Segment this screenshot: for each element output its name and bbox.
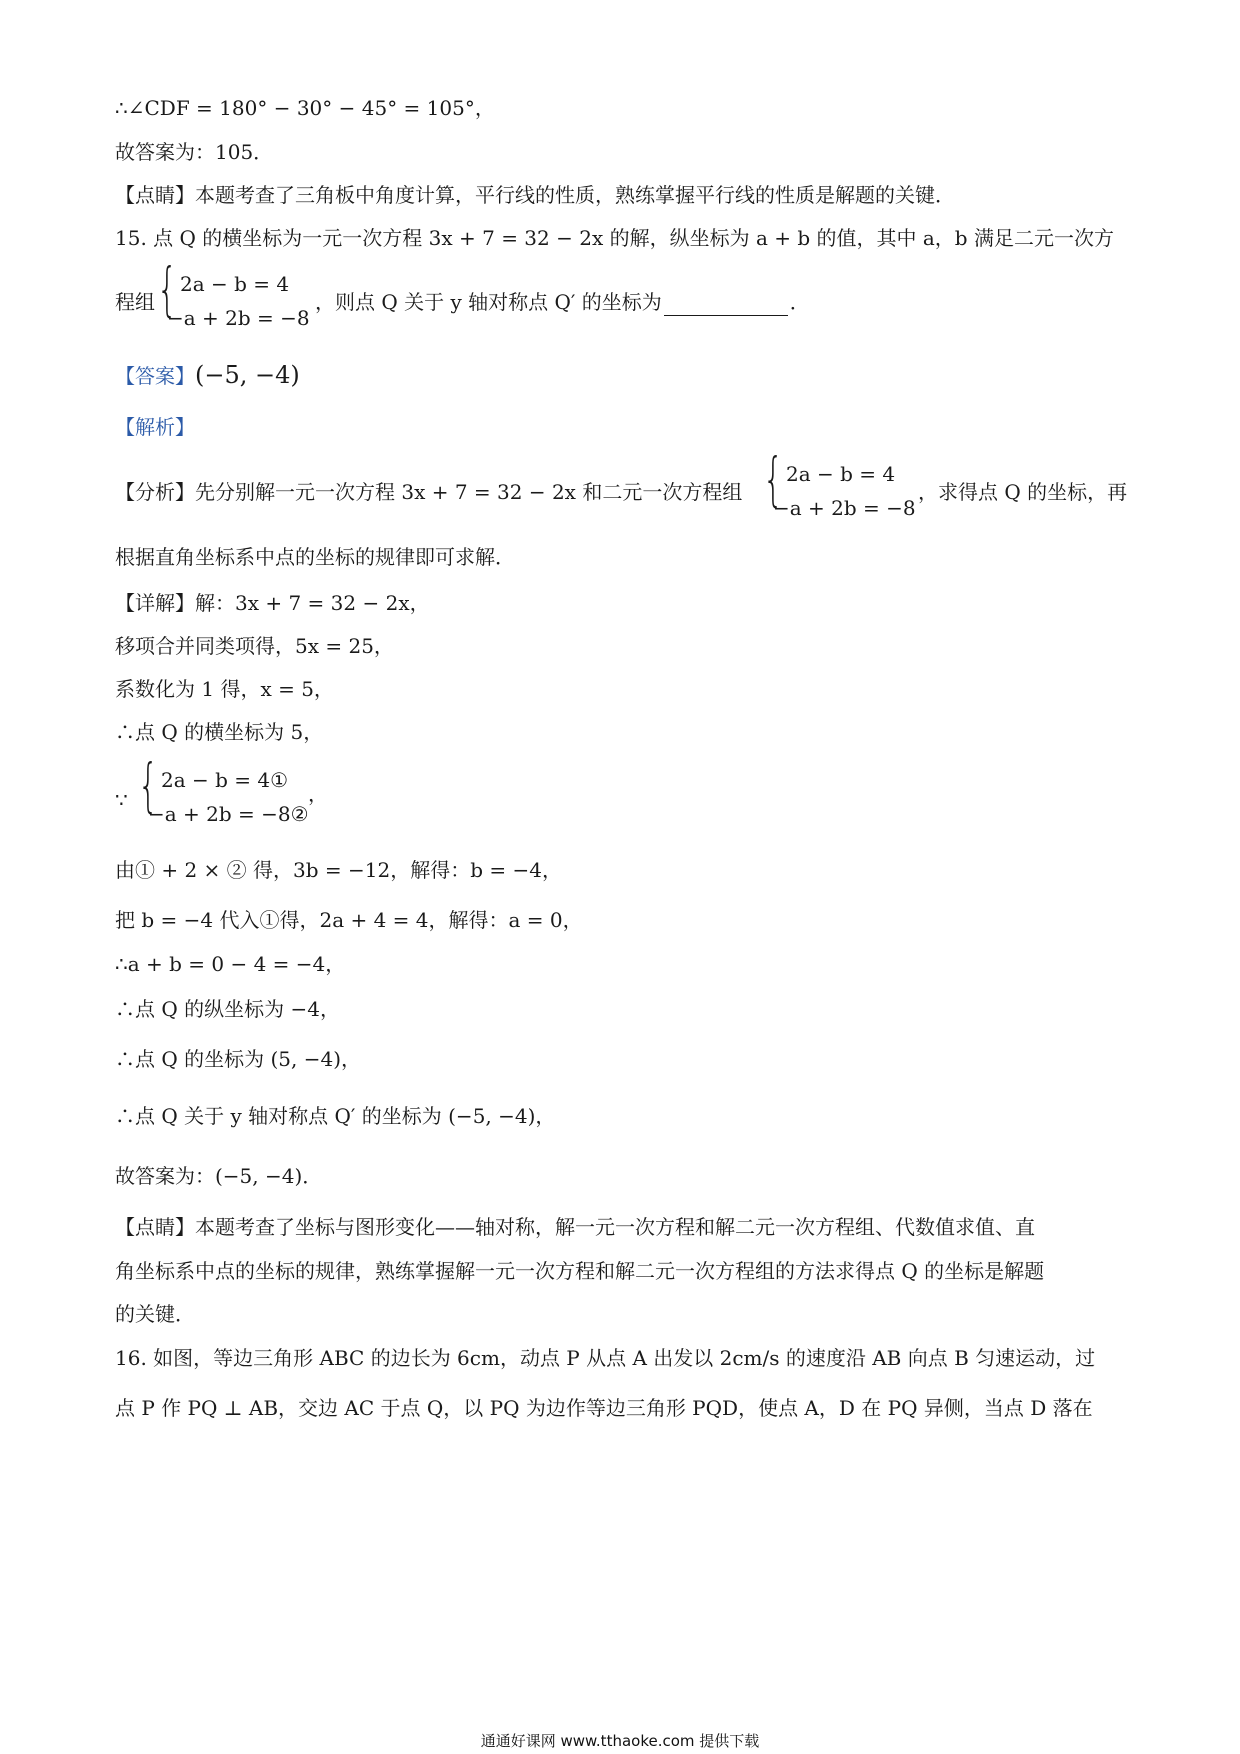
detail-line9: ∴点 Q 的坐标为 (5, −4)， [115,1047,361,1071]
question-16-line2: 点 P 作 PQ ⊥ AB，交边 AC 于点 Q，以 PQ 为边作等边三角形 PQD，使点 A，D 在 PQ 异侧，当点 D 落在 [115,1396,1093,1420]
question-15-line1: 15. 点 Q 的横坐标为一元一次方程 3x + 7 = 32 − 2x 的解，纵坐标为 a + b 的值，其中 a，b 满足二元一次方 [115,226,1114,250]
question-16-line1: 16. 如图，等边三角形 ABC 的边长为 6cm，动点 P 从点 A 出发以 2cm/s 的速度沿 AB 向点 B 匀速运动，过 [115,1346,1096,1370]
system-eq1: 2a − b = 4 [180,272,290,296]
fenxi-eq2: −a + 2b = −8 [773,496,916,520]
fenxi-eq1: 2a − b = 4 [786,462,896,486]
question-15-end: ． [789,290,810,314]
fenxi-system [763,445,923,522]
system-eq2: −a + 2b = −8 [167,306,310,330]
because-system [138,751,318,828]
because-eq2: −a + 2b = −8② [148,802,309,826]
because-comma: ， [308,782,328,806]
detail-line2: 移项合并同类项得，5x = 25， [115,634,394,658]
line-answer-105: 故答案为：105． [115,140,274,164]
detail-line6: 把 b = −4 代入①得，2a + 4 = 4，解得：a = 0， [115,908,583,932]
question-15-suffix-text: ，则点 Q 关于 y 轴对称点 Q′ 的坐标为 [315,290,662,314]
fenxi-suffix: ，求得点 Q 的坐标，再 [918,480,1128,504]
question-15-system [157,255,317,332]
detail-line4: ∴点 Q 的横坐标为 5， [115,720,324,744]
detail-line10: ∴点 Q 关于 y 轴对称点 Q′ 的坐标为 (−5, −4)， [115,1104,556,1128]
question-15-prefix: 程组 [115,290,155,314]
page-footer: 通通好课网 www.tthaoke.com 提供下载 [480,1732,760,1750]
detail-line1: 【详解】解：3x + 7 = 32 − 2x， [115,591,430,615]
answer-tag: 【答案】 [115,364,195,388]
detail-line7: ∴a + b = 0 − 4 = −4， [115,952,346,976]
brace-icon: { [157,255,178,323]
line-angle-cdf: ∴∠CDF = 180° − 30° − 45° = 105°， [115,96,495,120]
dianjing-15-line2: 角坐标系中点的坐标的规律，熟练掌握解一元一次方程和解二元一次方程组的方法求得点 Q 的坐标是解题 [115,1259,1045,1283]
because-eq1: 2a − b = 4① [161,768,289,792]
detail-line5: 由① + 2 × ② 得，3b = −12，解得：b = −4， [115,858,562,882]
dianjing-15-line1: 【点睛】本题考查了坐标与图形变化——轴对称，解一元一次方程和解二元一次方程组、代数值求值、直 [115,1215,1035,1239]
question-15-suffix [315,288,810,316]
brace-icon: { [763,445,784,513]
detail-line8: ∴点 Q 的纵坐标为 −4， [115,997,340,1021]
analysis-tag: 【解析】 [115,415,195,439]
answer-line [115,361,300,390]
line-dianjing-14: 【点睛】本题考查了三角板中角度计算，平行线的性质，熟练掌握平行线的性质是解题的关键． [115,183,955,207]
because-symbol: ∵ [115,788,128,812]
detail-line11: 故答案为：(−5, −4)． [115,1164,323,1188]
fenxi-prefix: 【分析】先分别解一元一次方程 3x + 7 = 32 − 2x 和二元一次方程组 [115,480,743,504]
brace-icon: { [138,751,159,819]
fenxi-line2: 根据直角坐标系中点的坐标的规律即可求解． [115,545,515,569]
dianjing-15-line3: 的关键． [115,1302,195,1326]
detail-line3: 系数化为 1 得，x = 5， [115,677,334,701]
answer-blank [664,293,788,316]
answer-value: (−5, −4) [195,361,300,389]
